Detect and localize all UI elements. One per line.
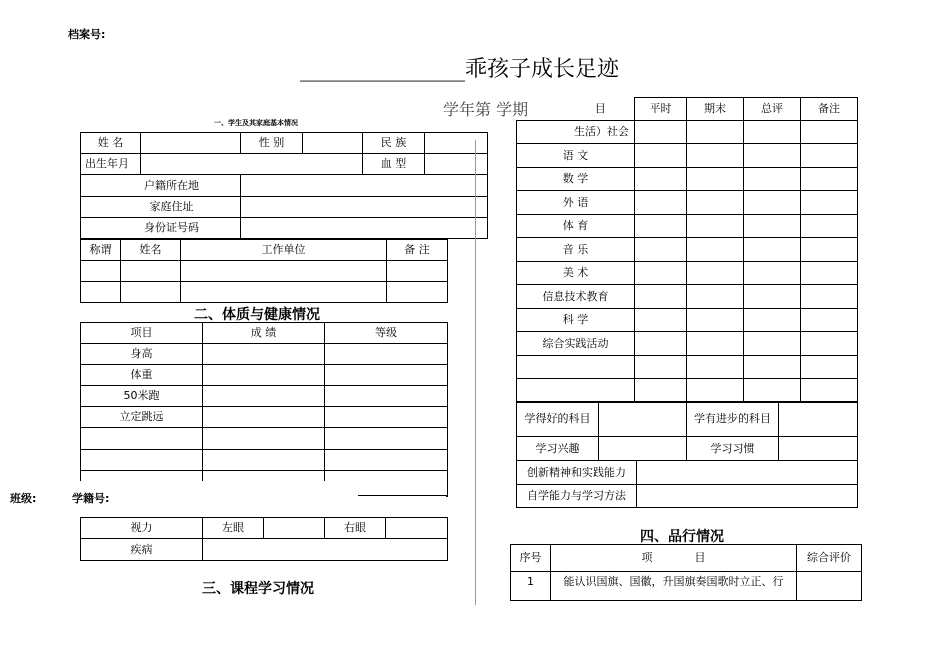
health-cell[interactable] xyxy=(325,450,448,471)
health-row-label: 50米跑 xyxy=(81,386,203,407)
disease-value[interactable] xyxy=(203,539,448,561)
health-row-label: 体重 xyxy=(81,365,203,386)
habit-value[interactable] xyxy=(779,437,858,461)
ethnicity-label: 民 族 xyxy=(363,133,425,154)
course-cell[interactable] xyxy=(744,262,801,285)
conduct-header-no: 序号 xyxy=(511,545,551,572)
course-cell[interactable] xyxy=(801,332,858,356)
conduct-row-eval[interactable] xyxy=(797,572,862,601)
overlay-line xyxy=(358,495,447,496)
file-number-label: 档案号: xyxy=(68,28,106,41)
course-cell[interactable] xyxy=(687,121,744,144)
courses-table xyxy=(516,97,858,403)
birth-label: 出生年月 xyxy=(81,154,141,175)
course-header-final: 期末 xyxy=(687,98,744,121)
habit-label: 学习习惯 xyxy=(687,437,779,461)
family-cell[interactable] xyxy=(387,261,448,282)
health-cell[interactable] xyxy=(81,428,203,450)
vision-label: 视力 xyxy=(81,518,203,539)
course-header-subject-text: 目 xyxy=(594,101,606,115)
course-cell[interactable] xyxy=(801,356,858,379)
course-cell[interactable] xyxy=(744,356,801,379)
course-cell[interactable] xyxy=(517,379,635,403)
health-cell[interactable] xyxy=(325,386,448,407)
health-cell[interactable] xyxy=(203,450,325,471)
good-subject-label: 学得好的科目 xyxy=(517,402,599,437)
course-cell[interactable] xyxy=(687,168,744,191)
health-cell[interactable] xyxy=(81,450,203,471)
course-subject: 音 乐 xyxy=(517,238,635,262)
course-cell[interactable] xyxy=(801,309,858,332)
course-cell[interactable] xyxy=(635,285,687,309)
left-eye-label: 左眼 xyxy=(203,518,264,539)
health-cell[interactable] xyxy=(325,365,448,386)
section2-title: 二、体质与健康情况 xyxy=(194,307,320,323)
course-cell[interactable] xyxy=(744,144,801,168)
family-cell[interactable] xyxy=(181,261,387,282)
health-cell[interactable] xyxy=(203,365,325,386)
health-header-item: 项目 xyxy=(81,323,203,344)
conduct-header-item: 项 目 xyxy=(551,545,797,572)
blood-label: 血 型 xyxy=(363,154,425,175)
course-cell[interactable] xyxy=(687,215,744,238)
course-subject: 信息技术教育 xyxy=(517,285,635,309)
family-header-note: 备 注 xyxy=(387,240,448,261)
conduct-table xyxy=(510,544,862,601)
student-no-label: 学籍号: xyxy=(72,492,110,505)
health-cell[interactable] xyxy=(203,344,325,365)
course-cell[interactable] xyxy=(635,356,687,379)
course-cell[interactable] xyxy=(744,191,801,215)
family-cell[interactable] xyxy=(81,282,121,303)
gender-value[interactable] xyxy=(303,133,363,154)
birth-value[interactable] xyxy=(141,154,363,175)
ethnicity-value[interactable] xyxy=(425,133,488,154)
gender-label: 性 别 xyxy=(241,133,303,154)
section1-title: 一、学生及其家庭基本情况 xyxy=(214,119,298,127)
course-cell[interactable] xyxy=(635,191,687,215)
course-cell[interactable] xyxy=(801,121,858,144)
family-header-relation: 称谓 xyxy=(81,240,121,261)
course-cell[interactable] xyxy=(687,309,744,332)
family-cell[interactable] xyxy=(387,282,448,303)
health-cell[interactable] xyxy=(325,344,448,365)
course-cell[interactable] xyxy=(635,144,687,168)
family-cell[interactable] xyxy=(121,261,181,282)
course-cell[interactable] xyxy=(744,238,801,262)
course-cell[interactable] xyxy=(801,285,858,309)
course-subject: 综合实践活动 xyxy=(517,332,635,356)
course-subject: 生活）社会 xyxy=(517,121,635,144)
name-value[interactable] xyxy=(141,133,241,154)
good-subject-value[interactable] xyxy=(599,402,687,437)
self-study-value[interactable] xyxy=(637,485,858,508)
vision-table xyxy=(80,517,448,561)
course-cell[interactable] xyxy=(687,262,744,285)
right-eye-label: 右眼 xyxy=(325,518,386,539)
id-text: 身份证号码 xyxy=(144,221,199,234)
ability-table xyxy=(516,460,858,508)
semester-label: 学年第 学期 xyxy=(443,100,529,119)
course-cell[interactable] xyxy=(744,168,801,191)
progress-subject-label: 学有进步的科目 xyxy=(687,402,779,437)
course-cell[interactable] xyxy=(744,285,801,309)
family-cell[interactable] xyxy=(121,282,181,303)
health-header-score: 成 绩 xyxy=(203,323,325,344)
family-header-name: 姓名 xyxy=(121,240,181,261)
hukou-label xyxy=(81,175,241,197)
course-cell[interactable] xyxy=(744,121,801,144)
health-table xyxy=(80,322,448,497)
page-title: 乖孩子成长足迹 xyxy=(465,57,620,82)
course-subject: 体 育 xyxy=(517,215,635,238)
course-subject: 美 术 xyxy=(517,262,635,285)
course-subject: 数 学 xyxy=(517,168,635,191)
disease-label: 疾病 xyxy=(81,539,203,561)
course-cell[interactable] xyxy=(687,191,744,215)
basic-info-table xyxy=(80,132,488,239)
family-table xyxy=(80,239,448,303)
interest-value[interactable] xyxy=(599,437,687,461)
section3-title: 三、课程学习情况 xyxy=(202,581,314,597)
course-cell[interactable] xyxy=(801,262,858,285)
course-cell[interactable] xyxy=(801,215,858,238)
course-cell[interactable] xyxy=(687,332,744,356)
course-cell[interactable] xyxy=(744,215,801,238)
innovation-label: 创新精神和实践能力 xyxy=(517,461,637,485)
conduct-row-item: 能认识国旗、国徽，升国旗奏国歌时立正、行 xyxy=(551,572,797,601)
family-header-work: 工作单位 xyxy=(181,240,387,261)
course-cell[interactable] xyxy=(635,332,687,356)
course-header-note: 备注 xyxy=(801,98,858,121)
address-value[interactable] xyxy=(241,197,488,218)
progress-subject-value[interactable] xyxy=(779,402,858,437)
center-divider xyxy=(475,140,476,605)
address-label xyxy=(81,197,241,218)
hukou-value[interactable] xyxy=(241,175,488,197)
health-cell[interactable] xyxy=(203,428,325,450)
course-cell[interactable] xyxy=(687,356,744,379)
name-label: 姓 名 xyxy=(81,133,141,154)
self-study-label: 自学能力与学习方法 xyxy=(517,485,637,508)
id-value[interactable] xyxy=(241,218,488,239)
course-cell[interactable] xyxy=(687,238,744,262)
conduct-header-eval: 综合评价 xyxy=(797,545,862,572)
course-cell[interactable] xyxy=(635,379,687,403)
family-cell[interactable] xyxy=(181,282,387,303)
course-cell[interactable] xyxy=(801,379,858,403)
course-cell[interactable] xyxy=(744,332,801,356)
course-cell[interactable] xyxy=(801,168,858,191)
conduct-row-no: 1 xyxy=(511,572,551,601)
course-cell[interactable] xyxy=(635,168,687,191)
right-eye-value[interactable] xyxy=(386,518,448,539)
course-cell[interactable] xyxy=(801,191,858,215)
health-row-label: 身高 xyxy=(81,344,203,365)
course-cell[interactable] xyxy=(687,285,744,309)
title-blank xyxy=(300,52,619,83)
course-header-regular: 平时 xyxy=(635,98,687,121)
interest-label: 学习兴趣 xyxy=(517,437,599,461)
course-summary-table xyxy=(516,401,858,461)
section4-title: 四、品行情况 xyxy=(640,529,724,545)
overlay-band xyxy=(0,481,446,499)
id-label xyxy=(81,218,241,239)
course-cell[interactable] xyxy=(687,379,744,403)
class-label: 班级: xyxy=(10,492,37,505)
course-cell[interactable] xyxy=(744,379,801,403)
innovation-value[interactable] xyxy=(637,461,858,485)
course-cell[interactable] xyxy=(635,262,687,285)
course-subject: 外 语 xyxy=(517,191,635,215)
health-row-label: 立定跳远 xyxy=(81,407,203,428)
course-cell[interactable] xyxy=(744,309,801,332)
title-blank-line: _______________ xyxy=(300,57,465,82)
course-cell[interactable] xyxy=(801,238,858,262)
course-cell[interactable] xyxy=(687,144,744,168)
course-cell[interactable] xyxy=(635,121,687,144)
left-eye-value[interactable] xyxy=(264,518,325,539)
course-cell[interactable] xyxy=(801,144,858,168)
course-cell[interactable] xyxy=(635,309,687,332)
health-cell[interactable] xyxy=(325,428,448,450)
health-cell[interactable] xyxy=(325,407,448,428)
course-cell[interactable] xyxy=(517,356,635,379)
hukou-text: 户籍所在地 xyxy=(144,178,199,192)
address-text: 家庭住址 xyxy=(149,200,194,213)
blood-value[interactable] xyxy=(425,154,488,175)
course-header-subject xyxy=(517,98,635,121)
course-subject: 语 文 xyxy=(517,144,635,168)
course-cell[interactable] xyxy=(635,238,687,262)
health-cell[interactable] xyxy=(203,386,325,407)
course-cell[interactable] xyxy=(635,215,687,238)
course-header-total: 总评 xyxy=(744,98,801,121)
course-subject: 科 学 xyxy=(517,309,635,332)
health-header-grade: 等级 xyxy=(325,323,448,344)
health-cell[interactable] xyxy=(203,407,325,428)
family-cell[interactable] xyxy=(81,261,121,282)
